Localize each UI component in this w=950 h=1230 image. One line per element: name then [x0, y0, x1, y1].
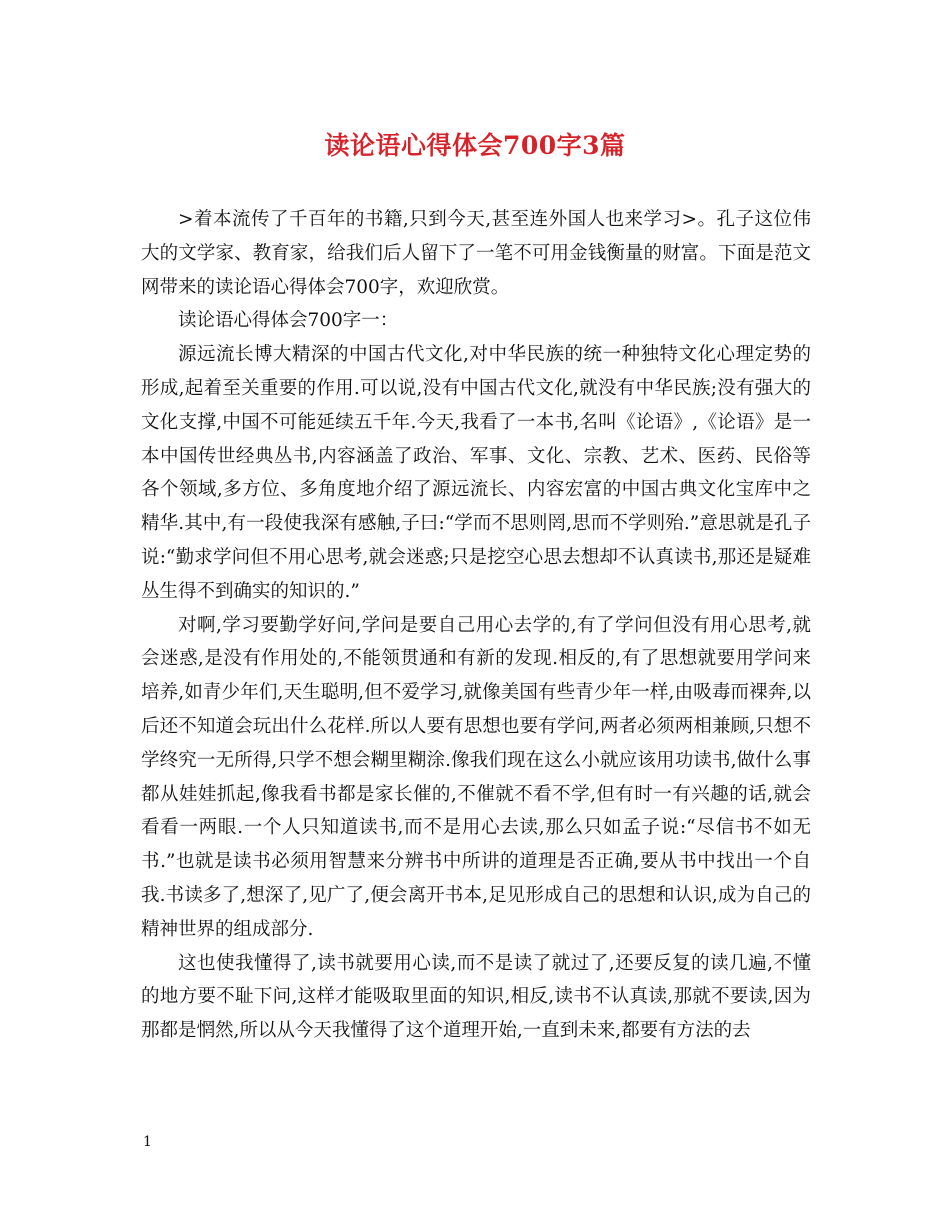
body-paragraph: 对啊,学习要勤学好问,学问是要自己用心去学的,有了学问但没有用心思考,就会迷惑,是没有作用处的,不能领贯通和有新的发现.相反的,有了思想就要用学问来培养,如青少年们,天生聪明,但不爱学习,就像美国有些青少年一样,由吸毒而裸奔,以后还不知道会玩出什么花样.所以人要有思想也要有学问,两者必须两相兼顾,只想不学终究一无所得,只学不想会糊里糊涂.像我们现在这么小就应该用功读书,做什么事都从娃娃抓起,像我看书都是家长催的,不催就不看不学,但有时一有兴趣的话,就会看看一两眼.一个人只知道读书,而不是用心去读,那么只如孟子说:“尽信书不如无书.”也就是读书必须用智慧来分辨书中所讲的道理是否正确,要从书中找出一个自我.书读多了,想深了,见广了,便会离开书本,足见形成自己的思想和认识,成为自己的精神世界的组成部分. [141, 614, 811, 940]
intro-paragraph: >着本流传了千百年的书籍,只到今天,甚至连外国人也来学习>。孔子这位伟大的文学家、教育家，给我们后人留下了一笔不可用金钱衡量的财富。下面是范文网带来的读论语心得体会700字，欢迎欣赏。 [141, 209, 811, 298]
page-number: 1 [143, 1134, 152, 1150]
section-heading: 读论语心得体会700字一： [178, 310, 399, 332]
document-body [141, 203, 811, 1048]
body-paragraph: 源远流长博大精深的中国古代文化,对中华民族的统一种独特文化心理定势的形成,起着至关重要的作用.可以说,没有中国古代文化,就没有中华民族;没有强大的文化支撑,中国不可能延续五千年.今天,我看了一本书,名叫《论语》,《论语》是一本中国传世经典丛书,内容涵盖了政治、军事、文化、宗教、艺术、医药、民俗等各个领域,多方位、多角度地介绍了源远流长、内容宏富的中国古典文化宝库中之精华.其中,有一段使我深有感触,子曰:“学而不思则罔,思而不学则殆.”意思就是孔子说:“勤求学问但不用心思考,就会迷惑;只是挖空心思去想却不认真读书,那还是疑难丛生得不到确实的知识的.” [141, 344, 811, 602]
body-paragraph: 这也使我懂得了,读书就要用心读,而不是读了就过了,还要反复的读几遍,不懂的地方要不耻下问,这样才能吸取里面的知识,相反,读书不认真读,那就不要读,因为那都是惘然,所以从今天我懂得了这个道理开始,一直到未来,都要有方法的去 [141, 952, 811, 1042]
document-title: 读论语心得体会700字3篇 [324, 131, 626, 160]
